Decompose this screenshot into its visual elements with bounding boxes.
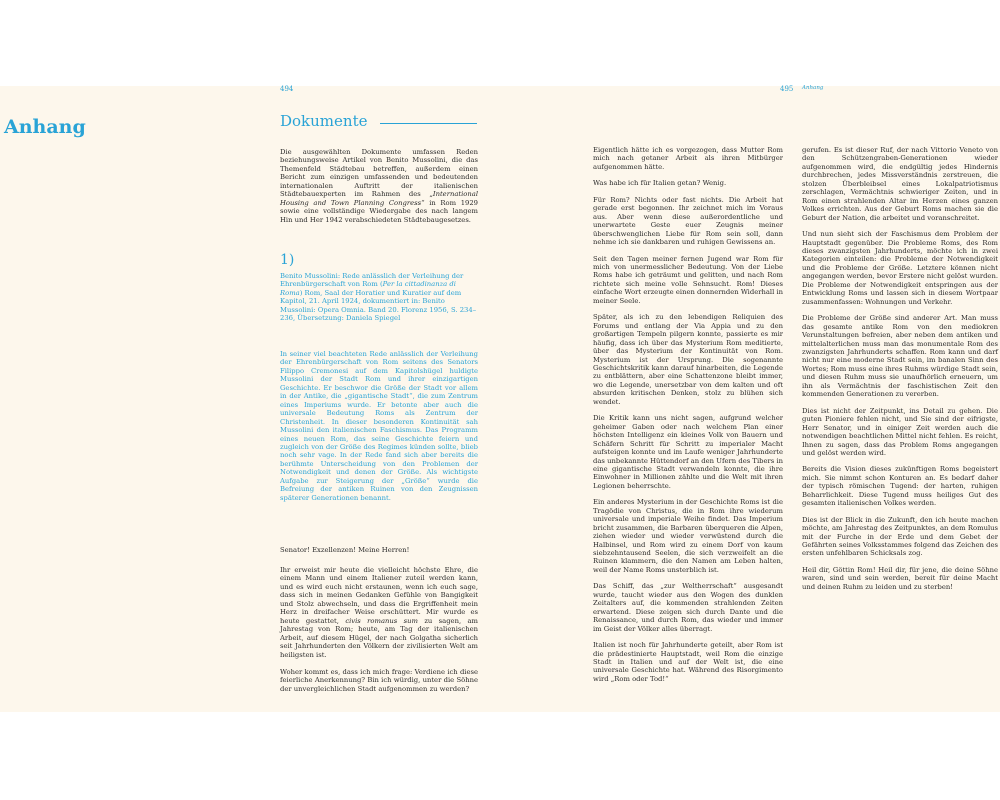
paragraph: Bereits die Vision dieses zukünftigen Roms begeistert mich. Sie nimmt schon Konturen an. Es bedarf daher der typisch römischen Tugend: der harten, ruhigen Beharrlichkeit. Diese Tugend muss heiliges Gut des gesamten italienischen Volkes werden.	[802, 465, 998, 508]
paragraph: Die Kritik kann uns nicht sagen, aufgrund welcher geheimer Gaben oder nach welchem Plan einer höchsten Intelligenz ein kleines Volk von Bauern und Schäfern Schritt für Schritt zu imperialer Macht aufsteigen konnte und im Laufe weniger Jahrhunderte das unbekannte Hüttendorf an den Ufern des Tibers in eine gigantische Stadt verwandeln konnte, die ihre Einwohner in Millionen zählte und die Welt mit ihren Legionen beherrschte.	[593, 414, 783, 490]
summary-paragraph: In seiner viel beachteten Rede anlässlich der Verleihung der Ehrenbürgerschaft von Rom seitens des Senators Filippo Cremonesi auf dem Kapitolshügel huldigte Mussolini der Stadt Rom und ihrer einzigartigen Geschichte. Er beschwor die Größe der Stadt vor allem in der Antike, die „gigantische Stadt“, die zum Zentrum eines Imperiums wurde. Er betonte aber auch die universale Bedeutung Roms als Zentrum der Christenheit. In dieser besonderen Kontinuität sah Mussolini den italienischen Faschismus. Das Programm eines neuen Rom, das seine Geschichte feiern und zugleich von der Größe des Regimes künden sollte, blieb noch sehr vage. In der Rede fand sich aber bereits die berühmte Unterscheidung von den Problemen der Notwendigkeit und denen der Größe. Als wichtigste Aufgabe zur Steigerung der „Größe“ wurde die Befreiung der antiken Ruinen von den Zeugnissen späterer Generationen benannt.	[280, 350, 478, 502]
salutation: Senator! Exzellenzen! Meine Herren!	[280, 546, 410, 554]
running-head: Anhang	[802, 85, 824, 91]
right-page-number: 495	[780, 85, 794, 93]
paragraph: Für Rom? Nichts oder fast nichts. Die Arbeit hat gerade erst begonnen. Ihr zeichnet mich im Voraus aus. Aber wenn diese außerordentliche und unerwartete Geste euer Zeugnis meiner überschwenglichen Liebe für Rom sein soll, dann nehme ich sie dankbaren und ruhigen Gewissens an.	[593, 195, 783, 247]
document-number: 1)	[280, 252, 295, 268]
paragraph: Heil dir, Göttin Rom! Heil dir, für jene, die deine Söhne waren, sind und sein werden, bereit für deine Macht und deinen Ruhm zu leiden und zu sterben!	[802, 565, 998, 591]
column-2-body	[593, 146, 783, 691]
paragraph: Italien ist noch für Jahrhunderte geteilt, aber Rom ist die prädestinierte Hauptstadt, weil Rom die einzige Stadt in Italien und auf der Welt ist, die eine universale Geschichte hat. Während des Risorgimento wird „Rom oder Tod!“	[593, 641, 783, 683]
title-rule	[380, 123, 477, 124]
document-title: Dokumente	[280, 112, 368, 130]
column-3-body	[802, 146, 998, 599]
column-1-body	[280, 566, 478, 702]
paragraph: Die Probleme der Größe sind anderer Art. Man muss das gesamte antike Rom von den mediokren Verunstaltungen befreien, aber neben dem antiken und mittelalterlichen muss man das monumentale Rom des zwanzigsten Jahrhunderts schaffen. Rom kann und darf nicht nur eine moderne Stadt sein, im banalen Sinn des Wortes; Rom muss eine ihres Ruhms würdige Stadt sein, und diesen Ruhm muss sie unaufhörlich erneuern, um ihn als Vermächtnis der faschistischen Zeit den kommenden Generationen zu vererben.	[802, 314, 998, 399]
section-title: Anhang	[4, 116, 86, 138]
paragraph: gerufen. Es ist dieser Ruf, der nach Vittorio Veneto von den Schützengraben-Generationen wieder aufgenommen wird, die endgültig jedes Hindernis durchbrechen, jedes Missverständnis zerstreuen, die stolzen Überbleibsel eines Lokalpatriotismus zerschlagen, Vermächtnis schwieriger Zeiten, und in Rom einen strahlenden Altar im Herzen eines ganzen Volkes errichten. Aus der Geburt Roms machen sie die Geburt der Nation, die arbeitet und voranschreitet.	[802, 146, 998, 222]
paragraph: Dies ist nicht der Zeitpunkt, ins Detail zu gehen. Die guten Pioniere fehlen nicht, und Sie sind der eifrigste, Herr Senator, und in einiger Zeit werden auch die notwendigen beachtlichen Mittel nicht fehlen. Es reicht, Ihnen zu sagen, dass das Problem Roms angegangen und gelöst werden wird.	[802, 406, 998, 457]
paragraph: Eigentlich hätte ich es vorgezogen, dass Mutter Rom mich nach getaner Arbeit als ihren Mitbürger aufgenommen hätte.	[593, 146, 783, 171]
paragraph: Ihr erweist mir heute die vielleicht höchste Ehre, die einem Mann und einem Italiener zuteil werden kann, und es wird euch nicht erstaunen, wenn ich euch sage, dass sich in meinen Gedanken Gefühle von Bangigkeit und Stolz abwechseln, und dass die Ergriffenheit mein Herz in dreifacher Weise erschüttert. Mir wurde es heute gestattet, civis romanus sum zu sagen, am Jahrestag von Rom; heute, am Tag der italienischen Arbeit, auf diesem Hügel, der nach Golgatha sicherlich seit Jahrhunderten den Völkern der zivilisierten Welt am heiligsten ist.	[280, 566, 478, 659]
paragraph: Dies ist der Blick in die Zukunft, den ich heute machen möchte, am Jahrestag des Zeitpunktes, an dem Romulus mit der Furche in der Erde und dem Gebet der Gefährten seines Volksstammes folgend das Zeichen des ersten unfehlbaren Schicksals zog.	[802, 515, 998, 558]
intro-paragraph: Die ausgewählten Dokumente umfassen Reden beziehungsweise Artikel von Benito Mussolini, die das Themenfeld Städtebau betreffen, außerdem einen Bericht zum einzigen umfassenden und bedeutenden internationalen Auftritt der italienischen Städtebauexperten im Rahmen des „International Housing and Town Planning Congress“ in Rom 1929 sowie eine vollständige Wiedergabe des nach langem Hin und Her 1942 verabschiedeten Städtebaugesetzes.	[280, 148, 478, 224]
paragraph: Später, als ich zu den lebendigen Reliquien des Forums und entlang der Via Appia und zu den großartigen Tempeln pilgern konnte, passierte es mir häufig, dass ich über das Mysterium Rom meditierte, über das Mysterium der Kontinuität von Rom. Mysterium ist der Ursprung. Die sogenannte Geschichtskritik kann darauf hinarbeiten, die Legende zu entblättern, aber eine Schattenzone bleibt immer, wo die Legende, unersetzbar von dem kalten und oft absurden kritischen Denken, stolz zu blühen sich wendet.	[593, 313, 783, 406]
paragraph: Seit den Tagen meiner fernen Jugend war Rom für mich von unermesslicher Bedeutung. Von der Liebe Roms habe ich geträumt und gelitten, und nach Rom richtete sich meine volle Sehnsucht. Rom! Dieses einfache Wort erzeugte einen donnernden Widerhall in meiner Seele.	[593, 254, 783, 305]
paragraph: Woher kommt es, dass ich mich frage: Verdiene ich diese feierliche Anerkennung? Bin ich würdig, unter die Söhne der unvergleichlichen Stadt aufgenommen zu werden?	[280, 667, 478, 693]
paragraph: Ein anderes Mysterium in der Geschichte Roms ist die Tragödie von Christus, die in Rom ihre wiederum universale und imperiale Weihe findet. Das Imperium bricht zusammen, die Barbaren überqueren die Alpen, ziehen wieder und wieder verwüstend durch die Halbinsel, und Rom wird zu einem Dorf von kaum siebzehntausend Seelen, die sich verzweifelt an die Ruinen klammern, die den Namen am Leben halten, weil der Name Roms unsterblich ist.	[593, 498, 783, 574]
paragraph: Das Schiff, das „zur Weltherrschaft“ ausgesandt wurde, taucht wieder aus den Wogen des dunklen Zeitalters auf, die kommenden strahlenden Zeiten erwartend. Diese zeigen sich durch Dante und die Renaissance, und durch Rom, das wieder und immer im Geist der Völker alles überragt.	[593, 582, 783, 633]
paragraph: Und nun sieht sich der Faschismus dem Problem der Hauptstadt gegenüber. Die Probleme Roms, des Rom dieses zwanzigsten Jahrhunderts, möchte ich in zwei Kategorien einteilen: die Probleme der Notwendigkeit und die Probleme der Größe. Letztere können nicht angegangen werden, bevor Erstere nicht gelöst wurden. Die Probleme der Notwendigkeit entspringen aus der Entwicklung Roms und lassen sich in diesem Wortpaar zusammenfassen: Wohnungen und Verkehr.	[802, 230, 998, 306]
paragraph: Was habe ich für Italien getan? Wenig.	[593, 179, 727, 188]
source-citation: Benito Mussolini: Rede anlässlich der Verleihung der Ehrenbürgerschaft von Rom (Per la cittadinanza di Roma) Rom, Saal der Horatier und Kuratier auf dem Kapitol, 21. April 1924, dokumentiert in: Benito Mussolini: Opera Omnia. Band 20. Florenz 1956, S. 234–236, Übersetzung: Daniela Spiegel	[280, 272, 477, 323]
left-page-number: 494	[280, 85, 294, 93]
